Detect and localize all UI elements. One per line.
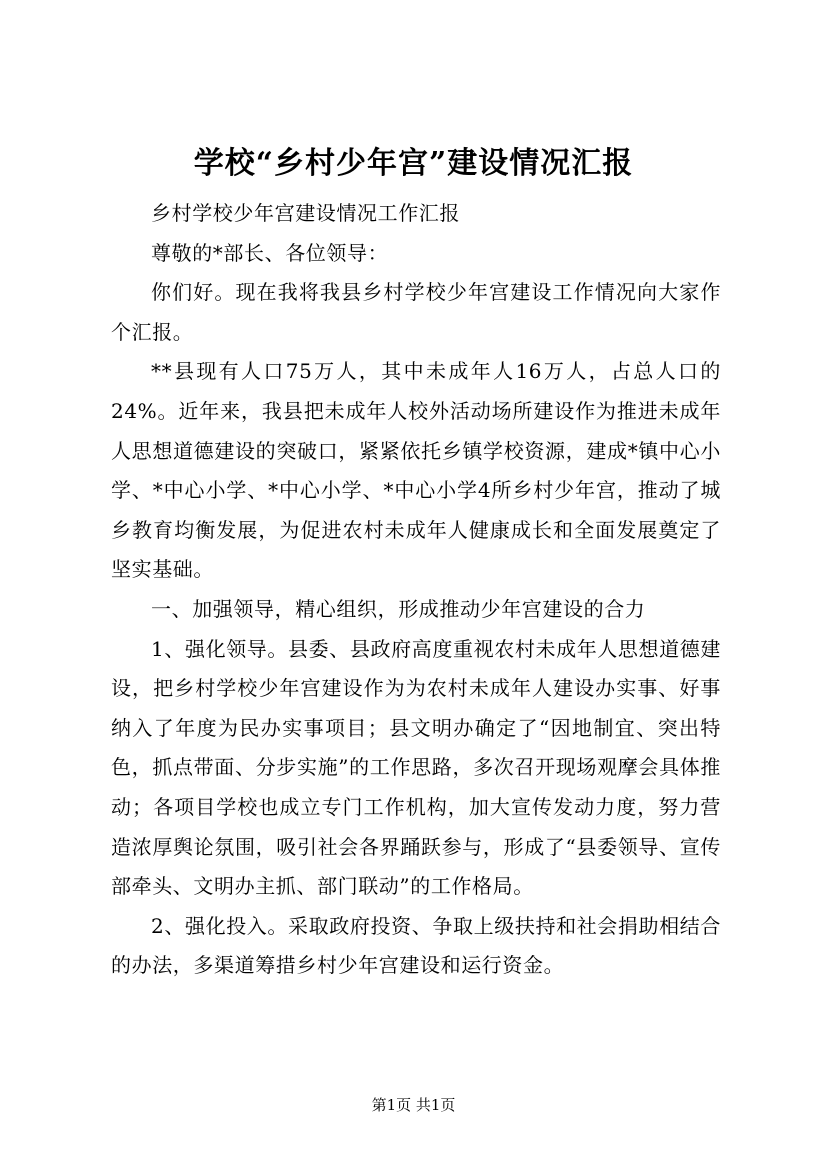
paragraph-greeting: 你们好。现在我将我县乡村学校少年宫建设工作情况向大家作个汇报。	[111, 280, 721, 344]
paragraph-salutation: 尊敬的*部长、各位领导：	[151, 240, 389, 265]
page-footer: 第1页 共1页	[371, 1096, 456, 1114]
document-title: 学校“乡村少年宫”建设情况汇报	[193, 146, 634, 181]
paragraph-overview: **县现有人口75万人，其中未成年人16万人，占总人口的24%。近年来，我县把未成年人校外活动场所建设作为推进未成年人思想道德建设的突破口，紧紧依托乡镇学校资源，建成*镇中心小学、*中心小学、*中心小学、*中心小学4所乡村少年宫，推动了城乡教育均衡发展，为促进农村未成年人健康成长和全面发展奠定了坚实基础。	[111, 359, 721, 582]
section-heading-1: 一、加强领导，精心组织，形成推动少年宫建设的合力	[151, 596, 646, 621]
document-body	[111, 194, 721, 986]
paragraph-subtitle: 乡村学校少年宫建设情况工作汇报	[151, 201, 460, 225]
paragraph-leadership: 1、强化领导。县委、县政府高度重视农村未成年人思想道德建设，把乡村学校少年宫建设作为为农村未成年人建设办实事、好事纳入了年度为民办实事项目；县文明办确定了“因地制宜、突出特色，抓点带面、分步实施”的工作思路，多次召开现场观摩会具体推动；各项目学校也成立专门工作机构，加大宣传发动力度，努力营造浓厚舆论氛围，吸引社会各界踊跃参与，形成了“县委领导、宣传部牵头、文明办主抓、部门联动”的工作格局。	[111, 636, 721, 899]
paragraph-investment: 2、强化投入。采取政府投资、争取上级扶持和社会捐助相结合的办法，多渠道筹措乡村少年宫建设和运行资金。	[111, 913, 721, 978]
